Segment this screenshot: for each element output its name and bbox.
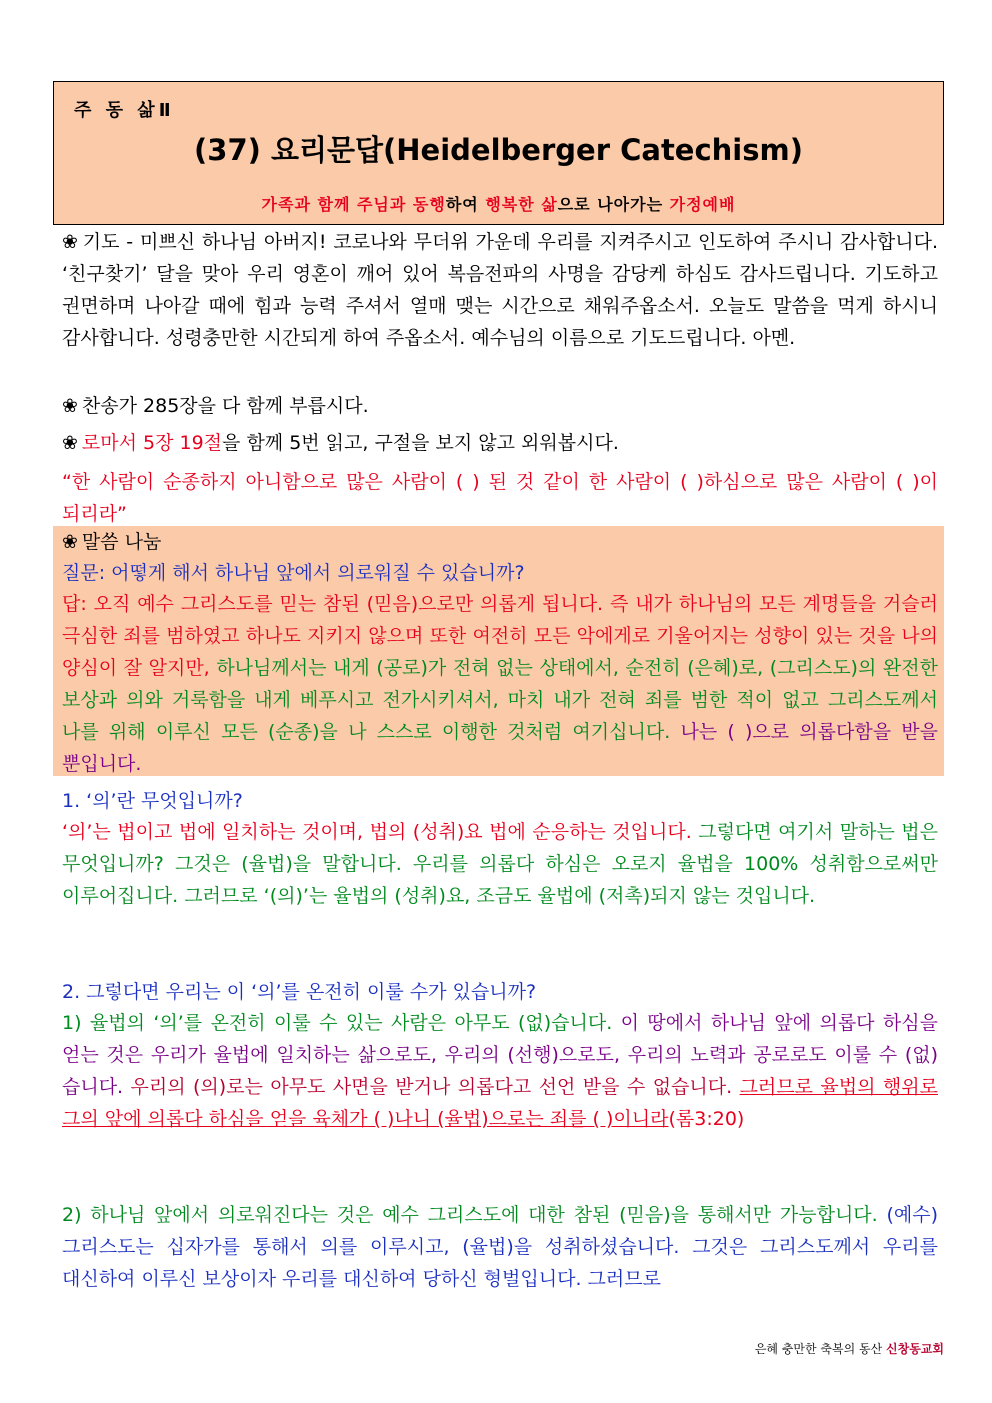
reading-paragraph	[62, 427, 938, 459]
flower-bullet-icon: ❀	[62, 531, 78, 553]
section1-body	[62, 816, 938, 912]
subtitle-part: 가정예배	[669, 195, 736, 214]
answer-part: 하나님께서는 내게 (공로)가 전혀 없는 상태에서, 순전히 (은혜)로, (그리스도)의 완전한 보상과 의와 거룩함을 내게 베푸시고 전가시키셔서, 마치 내가 전혀 죄를 범한 적이 없고 그리스도께서 나를 위해 이루신 모든 (순종)을 나 스스로 이행한 것처럼 여기십니다.	[62, 657, 938, 743]
point2-part: (예수) 그리스도는 십자가를 통해서 의를 이루시고, (율법)을 성취하셨습니다. 그것은 그리스도께서 우리를 대신하여 이루신 보상이자 우리를 대신하여 당하신 형벌입니다. 그러므로	[62, 1204, 938, 1290]
series-label: 주 동 삶Ⅱ	[74, 100, 175, 121]
header-box	[53, 81, 944, 225]
flower-bullet-icon: ❀	[62, 395, 78, 417]
answer-part: 답: 오직 예수 그리스도를 믿는 참된 (믿음)으로만 의롭게 됩니다. 즉 내가 하나님의 모든 계명들을 거슬러 극심한 죄를 범하였고 하나도 지키지 않으며 또한 여전히 모든 악에게로 기울어지는 성향이 있는 것을 나의 양심이 잘 알지만,	[62, 593, 938, 679]
section1-part: ‘의’는 법이고 법에 일치하는 것이며, 법의 (성취)요 법에 순응하는 것입니다.	[62, 821, 699, 843]
section1-part: 그렇다면 여기서 말하는 법은 무엇입니까? 그것은 (율법)을 말합니다. 우리를 의롭다 하심은 오로지 율법을 100% 성취함으로써만 이루어집니다. 그러므로 ‘(의)’는 율법의 (성취)요, 조금도 율법에 (저촉)되지 않는 것입니다.	[62, 821, 938, 907]
page-subtitle	[54, 192, 943, 215]
sermon-heading	[62, 526, 938, 558]
scripture-reference: 로마서 5장 19절	[81, 432, 223, 454]
point1-scripture: 그러므로 율법의 행위로 그의 앞에 의롭다 하심을 얻을 육체가 ( )나니 (율법)으로는 죄를 ( )이니라	[62, 1076, 938, 1130]
point1-part: 1) 율법의 ‘의’를 온전히 이룰 수 있는 사람은 아무도 (없)습니다.	[62, 1012, 621, 1034]
hymn-paragraph	[62, 390, 938, 422]
footer	[755, 1340, 944, 1357]
church-name: 신창동교회	[886, 1342, 944, 1356]
subtitle-part: 가족과 함께	[261, 195, 357, 214]
sermon-answer	[62, 588, 938, 780]
memory-verse: “한 사람이 순종하지 아니함으로 많은 사람이 ( ) 된 것 같이 한 사람이 ( )하심으로 많은 사람이 ( )이 되리라”	[62, 471, 938, 525]
subtitle-part: 하여	[445, 195, 486, 214]
section2-heading: 2. 그렇다면 우리는 이 ‘의’를 온전히 이룰 수가 있습니까?	[62, 981, 537, 1003]
hymn-text: 찬송가 285장을 다 함께 부릅시다.	[81, 395, 369, 417]
point2-part: 2) 하나님 앞에서 의로워진다는 것은 예수 그리스도에 대한 참된 (믿음)을 통해서만 가능합니다.	[62, 1204, 887, 1226]
prayer-text: 기도 - 미쁘신 하나님 아버지! 코로나와 무더위 가운데 우리를 지켜주시고 인도하여 주시니 감사합니다. ‘친구찾기’ 달을 맞아 우리 영혼이 깨어 있어 복음전파의 사명을 감당케 하심도 감사드립니다. 기도하고 권면하며 나아갈 때에 힘과 능력 주셔서 열매 맺는 시간으로 채워주옵소서. 오늘도 말씀을 먹게 하시니 감사합니다. 성령충만한 시간되게 하여 주옵소서. 예수님의 이름으로 기도드립니다. 아멘.	[62, 231, 938, 349]
section1-heading: 1. ‘의’란 무엇입니까?	[62, 790, 243, 812]
prayer-paragraph	[62, 226, 938, 354]
flower-bullet-icon: ❀	[62, 432, 78, 454]
reading-text: 을 함께 5번 읽고, 구절을 보지 않고 외워봅시다.	[222, 432, 619, 454]
point1-reference: (롬3:20)	[668, 1108, 745, 1130]
answer-part: 나는 ( )으로 의롭다함을 받을 뿐입니다.	[62, 721, 938, 775]
subtitle-part: 으로 나아가는	[557, 195, 670, 214]
point1-part: 우리의 (의)로는 아무도 사면을 받거나 의롭다고 선언 받을 수 없습니다.	[130, 1076, 740, 1098]
subtitle-part: 주님과 동행	[356, 195, 446, 214]
section2-point2	[62, 1199, 938, 1295]
sermon-heading-text: 말씀 나눔	[81, 531, 162, 553]
footer-text: 은혜 충만한 축복의 동산	[754, 1342, 887, 1356]
subtitle-part: 행복한 삶	[485, 195, 558, 214]
sermon-question: 질문: 어떻게 해서 하나님 앞에서 의로워질 수 있습니까?	[62, 562, 525, 584]
section2-point1	[62, 1007, 938, 1135]
flower-bullet-icon: ❀	[62, 231, 79, 253]
page-title: (37) 요리문답(Heidelberger Catechism)	[194, 133, 803, 167]
point1-part: 이 땅에서 하나님 앞에 의롭다 하심을 얻는 것은 우리가 율법에 일치하는 삶으로도, 우리의 (선행)으로도, 우리의 노력과 공로로도 이룰 수 (없)습니다.	[62, 1012, 938, 1098]
